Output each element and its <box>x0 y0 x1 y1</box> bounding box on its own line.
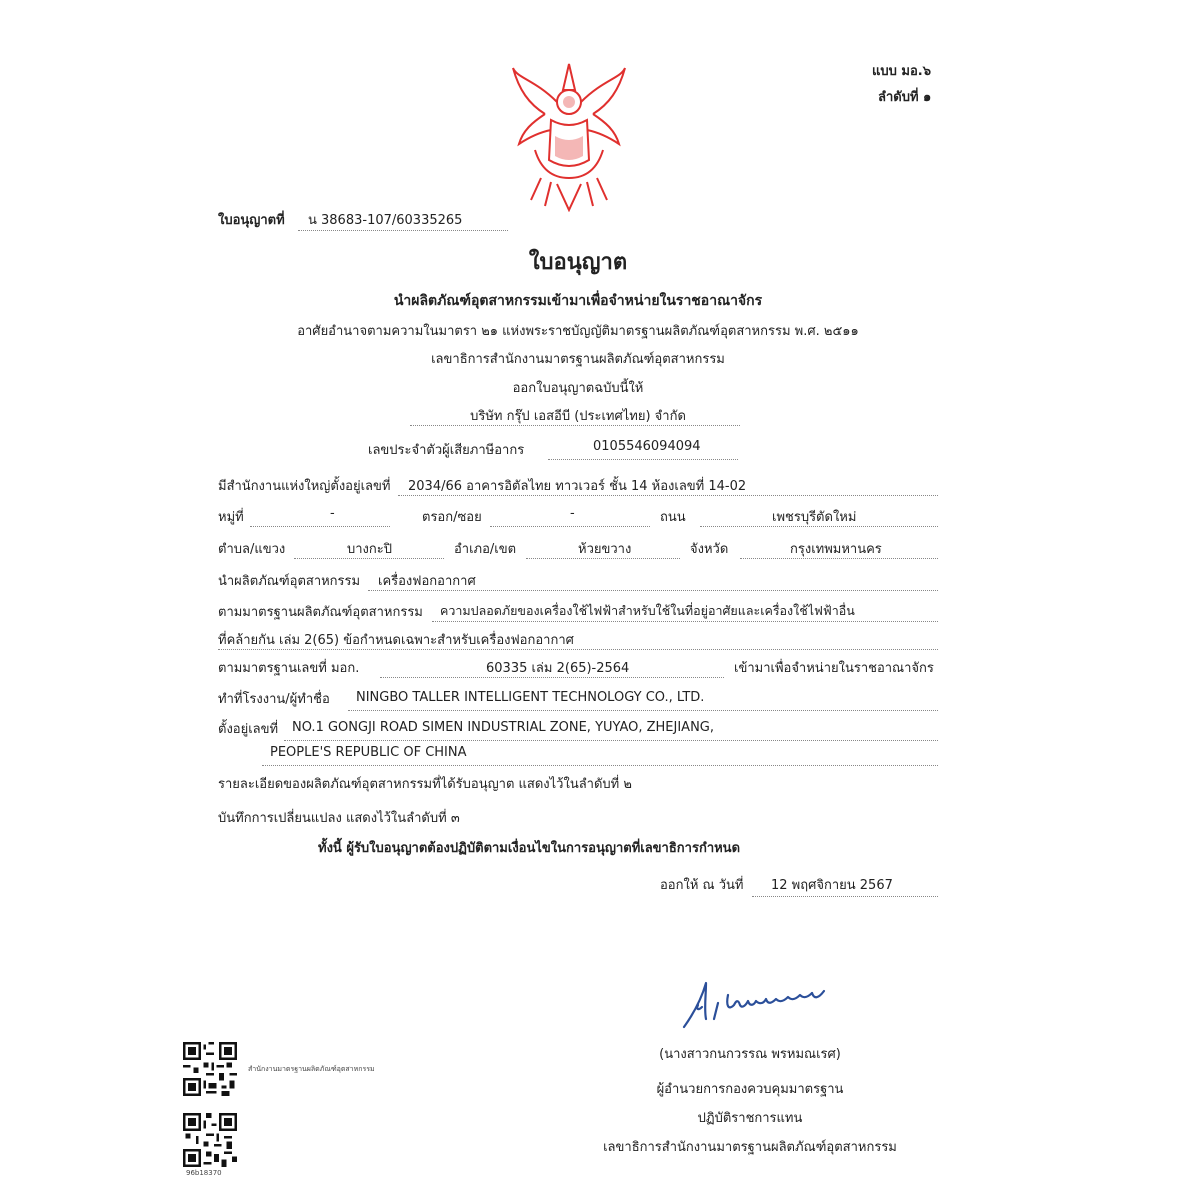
factory-addr-line2: PEOPLE'S REPUBLIC OF CHINA <box>270 745 467 760</box>
hq-value: 2034/66 อาคารอิตัลไทย ทาวเวอร์ ชั้น 14 ห้องเลขที่ 14-02 <box>408 479 747 494</box>
standard-label: ตามมาตรฐานผลิตภัณฑ์อุตสาหกรรม <box>218 605 423 620</box>
product-value: เครื่องฟอกอากาศ <box>378 574 476 589</box>
signatory-name: (นางสาวกนกวรรณ พรหมณเรศ) <box>659 1047 841 1062</box>
signature-icon <box>676 975 836 1035</box>
qr-code-icon <box>183 1042 237 1096</box>
issue-phrase: ออกใบอนุญาตฉบับนี้ให้ <box>512 381 644 396</box>
condition-note: ทั้งนี้ ผู้รับใบอนุญาตต้องปฏิบัติตามเงื่อนไขในการอนุญาตที่เลขาธิการกำหนด <box>318 841 741 856</box>
hq-label: มีสำนักงานแห่งใหญ่ตั้งอยู่เลขที่ <box>218 479 391 494</box>
tax-id-label: เลขประจำตัวผู้เสียภาษีอากร <box>368 443 525 458</box>
standard-no-value: 60335 เล่ม 2(65)-2564 <box>486 661 630 676</box>
changes-note: บันทึกการเปลี่ยนแปลง แสดงไว้ในลำดับที่ ๓ <box>218 811 460 826</box>
factory-addr-label: ตั้งอยู่เลขที่ <box>218 722 279 737</box>
issued-line <box>752 896 938 897</box>
issuer-text: เลขาธิการสำนักงานมาตรฐานผลิตภัณฑ์อุตสาหกรรม <box>431 352 725 367</box>
moo-label: หมู่ที่ <box>218 510 244 525</box>
subdistrict-value: บางกะปิ <box>347 542 393 557</box>
moo-value: - <box>330 506 335 521</box>
tax-id-line <box>548 459 738 460</box>
factory-value: NINGBO TALLER INTELLIGENT TECHNOLOGY CO., LTD. <box>356 690 705 705</box>
province-label: จังหวัด <box>690 542 729 557</box>
province-value: กรุงเทพมหานคร <box>790 542 882 557</box>
road-value: เพชรบุรีตัดใหม่ <box>772 510 857 525</box>
product-line <box>368 590 938 591</box>
soi-line <box>490 526 650 527</box>
factory-line <box>348 710 938 711</box>
license-no-label: ใบอนุญาตที่ <box>218 213 285 228</box>
factory-addr-line1: NO.1 GONGJI ROAD SIMEN INDUSTRIAL ZONE, YUYAO, ZHEJIANG, <box>292 720 715 735</box>
standard-line2 <box>218 649 938 650</box>
factory-label: ทำที่โรงงาน/ผู้ทำชื่อ <box>218 692 330 707</box>
office-small-text: สำนักงานมาตรฐานผลิตภัณฑ์อุตสาหกรรม <box>248 1065 375 1073</box>
subdistrict-label: ตำบล/แขวง <box>218 542 286 557</box>
standard-no-line <box>380 677 724 678</box>
standard-no-suffix: เข้ามาเพื่อจำหน่ายในราชอาณาจักร <box>734 661 934 676</box>
qr-code-icon <box>183 1113 237 1167</box>
district-label: อำเภอ/เขต <box>454 542 517 557</box>
standard-value-line2: ที่คล้ายกัน เล่ม 2(65) ข้อกำหนดเฉพาะสำหรับเครื่องฟอกอากาศ <box>218 633 574 648</box>
signatory-office: เลขาธิการสำนักงานมาตรฐานผลิตภัณฑ์อุตสาหกรรม <box>603 1140 897 1155</box>
product-label: นำผลิตภัณฑ์อุตสาหกรรม <box>218 574 361 589</box>
document-code: 96b18370 <box>186 1169 222 1177</box>
document-title: ใบอนุญาต <box>528 250 628 275</box>
company-name: บริษัท กรุ๊ป เอสอีบี (ประเทศไทย) จำกัด <box>470 409 686 424</box>
soi-label: ตรอก/ซอย <box>422 510 482 525</box>
road-line <box>700 526 938 527</box>
moo-line <box>250 526 390 527</box>
factory-addr-rule2 <box>262 765 938 766</box>
license-no-value: น 38683-107/60335265 <box>308 213 463 228</box>
soi-value: - <box>570 506 575 521</box>
road-label: ถนน <box>660 510 686 525</box>
issued-value: 12 พฤศจิกายน 2567 <box>771 878 893 893</box>
tax-id-value: 0105546094094 <box>593 439 701 454</box>
license-no-line <box>298 230 508 231</box>
authority-text: อาศัยอำนาจตามความในมาตรา ๒๑ แห่งพระราชบัญญัติมาตรฐานผลิตภัณฑ์อุตสาหกรรม พ.ศ. ๒๕๑๑ <box>297 324 859 339</box>
company-line <box>410 425 740 426</box>
province-line <box>740 558 938 559</box>
hq-line <box>398 495 938 496</box>
factory-addr-rule1 <box>284 740 938 741</box>
district-value: ห้วยขวาง <box>578 542 632 557</box>
subdistrict-line <box>294 558 444 559</box>
standard-line1 <box>432 621 938 622</box>
garuda-emblem-icon <box>505 60 633 212</box>
standard-no-label: ตามมาตรฐานเลขที่ มอก. <box>218 661 360 676</box>
issued-label: ออกให้ ณ วันที่ <box>660 878 744 893</box>
standard-value-line1: ความปลอดภัยของเครื่องใช้ไฟฟ้าสำหรับใช้ในที่อยู่อาศัยและเครื่องใช้ไฟฟ้าอื่น <box>440 603 855 618</box>
signatory-acting: ปฏิบัติราชการแทน <box>697 1111 803 1126</box>
district-line <box>526 558 680 559</box>
document-subtitle: นำผลิตภัณฑ์อุตสาหกรรมเข้ามาเพื่อจำหน่ายในราชอาณาจักร <box>393 293 763 309</box>
details-note: รายละเอียดของผลิตภัณฑ์อุตสาหกรรมที่ได้รับอนุญาต แสดงไว้ในลำดับที่ ๒ <box>218 777 632 792</box>
form-sequence: ลำดับที่ ๑ <box>878 90 932 105</box>
form-code: แบบ มอ.๖ <box>872 64 931 79</box>
signatory-position: ผู้อำนวยการกองควบคุมมาตรฐาน <box>656 1082 844 1097</box>
